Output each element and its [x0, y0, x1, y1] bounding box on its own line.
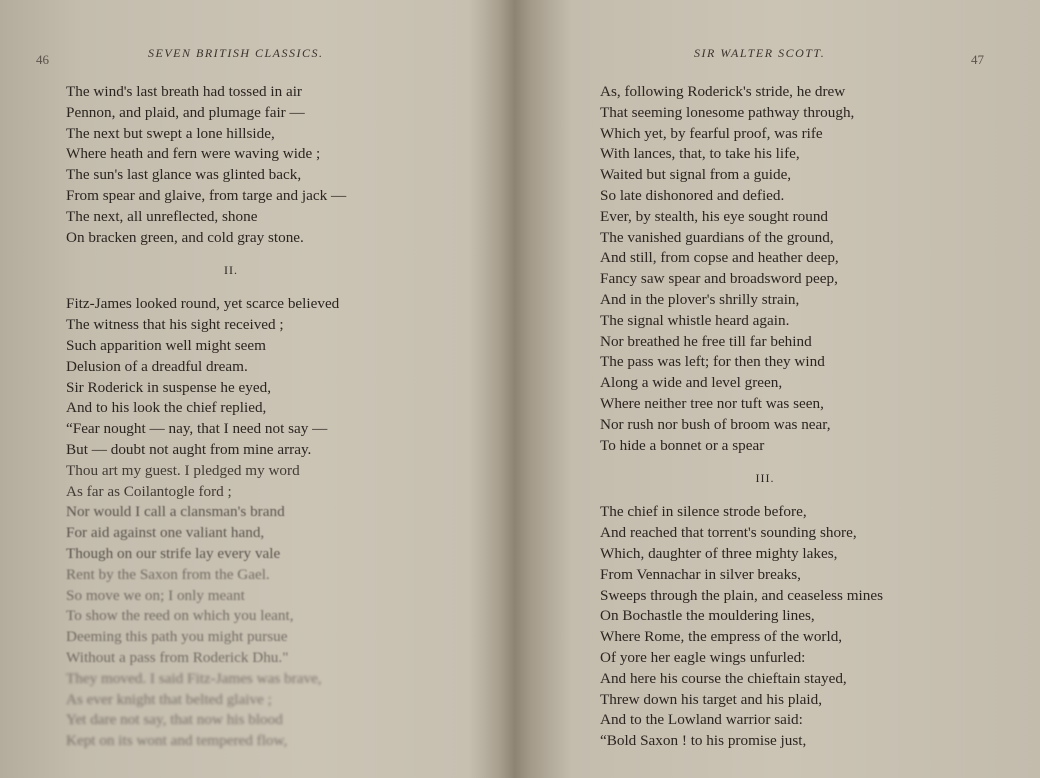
poem-line: The wind's last breath had tossed in air: [66, 83, 302, 100]
right-running-head: SIR WALTER SCOTT.: [694, 46, 826, 60]
poem-line: On Bochastle the mouldering lines,: [600, 607, 815, 625]
poem-line: Without a pass from Roderick Dhu.": [66, 648, 289, 666]
left-stanza-continuation: [66, 82, 396, 248]
poem-line: Nor would I call a clansman's brand: [66, 503, 285, 521]
poem-line: Ever, by stealth, his eye sought round: [600, 207, 829, 225]
poem-line: Which yet, by fearful proof, was rife: [600, 124, 823, 142]
poem-line: But — doubt not aught from mine array.: [66, 440, 312, 458]
poem-line: And reached that torrent's sounding shore,: [600, 524, 857, 542]
poem-line: Thou art my guest. I pledged my word: [66, 461, 300, 479]
poem-line: Along a wide and level green,: [600, 374, 783, 392]
left-stanza-label: II.: [224, 263, 238, 278]
poem-line: Nor breathed he free till far behind: [600, 332, 812, 350]
poem-line: Threw down his target and his plaid,: [600, 690, 823, 708]
poem-line: The next but swept a lone hillside,: [66, 124, 275, 142]
poem-line: Kept on its wont and tempered flow,: [66, 732, 288, 750]
poem-line: The vanished guardians of the ground,: [600, 228, 834, 246]
left-stanza-two: [66, 294, 396, 752]
poem-line: With lances, that, to take his life,: [600, 145, 800, 163]
poem-line: Fitz-James looked round, yet scarce believed: [66, 295, 340, 313]
poem-line: The sun's last glance was glinted back,: [66, 166, 302, 184]
poem-line: “Bold Saxon ! to his promise just,: [600, 732, 807, 750]
left-page: [0, 0, 500, 778]
right-stanza-label: III.: [755, 471, 775, 486]
poem-line: Pennon, and plaid, and plumage fair —: [66, 103, 305, 121]
poem-line: So late dishonored and defied.: [600, 186, 785, 204]
poem-line: The signal whistle heard again.: [600, 311, 790, 329]
poem-line: As, following Roderick's stride, he drew: [600, 83, 846, 100]
poem-line: Sweeps through the plain, and ceaseless mines: [600, 586, 884, 604]
poem-line: Fancy saw spear and broadsword peep,: [600, 270, 838, 288]
poem-line: The pass was left; for then they wind: [600, 353, 825, 371]
poem-line: For aid against one valiant hand,: [66, 524, 265, 542]
poem-line: From Vennachar in silver breaks,: [600, 565, 801, 583]
poem-line: And to the Lowland warrior said:: [600, 711, 803, 729]
left-page-number: 46: [36, 52, 49, 67]
poem-line: The witness that his sight received ;: [66, 316, 284, 334]
poem-line: Where neither tree nor tuft was seen,: [600, 394, 824, 412]
poem-line: To show the reed on which you leant,: [66, 607, 294, 625]
left-poem-text: [66, 82, 396, 752]
poem-line: Rent by the Saxon from the Gael.: [66, 565, 270, 583]
poem-line: “Fear nought — nay, that I need not say —: [66, 420, 328, 438]
poem-line: Sir Roderick in suspense he eyed,: [66, 378, 271, 396]
poem-line: Deeming this path you might pursue: [66, 628, 288, 646]
poem-line: Where Rome, the empress of the world,: [600, 628, 843, 646]
poem-line: Though on our strife lay every vale: [66, 544, 281, 562]
poem-line: From spear and glaive, from targe and jack —: [66, 186, 347, 204]
poem-line: The chief in silence strode before,: [600, 503, 807, 521]
poem-line: Delusion of a dreadful dream.: [66, 357, 248, 375]
poem-line: They moved. I said Fitz-James was brave,: [66, 669, 322, 687]
poem-line: And in the plover's shrilly strain,: [600, 290, 800, 308]
poem-line: To hide a bonnet or a spear: [600, 436, 765, 454]
right-poem-text: [600, 82, 930, 752]
poem-line: And still, from copse and heather deep,: [600, 249, 839, 267]
right-page-number: 47: [971, 52, 984, 67]
right-stanza-three: [600, 502, 930, 752]
right-stanza-continuation: [600, 82, 930, 456]
left-running-head: SEVEN BRITISH CLASSICS.: [148, 46, 324, 60]
poem-line: Which, daughter of three mighty lakes,: [600, 544, 838, 562]
poem-line: Where heath and fern were waving wide ;: [66, 145, 321, 163]
poem-line: And here his course the chieftain stayed,: [600, 669, 847, 687]
poem-line: As ever knight that belted glaive ;: [66, 690, 272, 708]
poem-line: On bracken green, and cold gray stone.: [66, 228, 304, 246]
poem-line: Such apparition well might seem: [66, 336, 266, 354]
poem-line: Waited but signal from a guide,: [600, 166, 792, 184]
poem-line: As far as Coilantogle ford ;: [66, 482, 232, 500]
poem-line: Nor rush nor bush of broom was near,: [600, 415, 831, 433]
right-page: [520, 0, 1040, 778]
poem-line: Of yore her eagle wings unfurled:: [600, 648, 806, 666]
poem-line: That seeming lonesome pathway through,: [600, 103, 855, 121]
poem-line: The next, all unreflected, shone: [66, 207, 258, 225]
poem-line: And to his look the chief replied,: [66, 399, 267, 417]
poem-line: Yet dare not say, that now his blood: [66, 711, 283, 729]
poem-line: So move we on; I only meant: [66, 586, 245, 604]
